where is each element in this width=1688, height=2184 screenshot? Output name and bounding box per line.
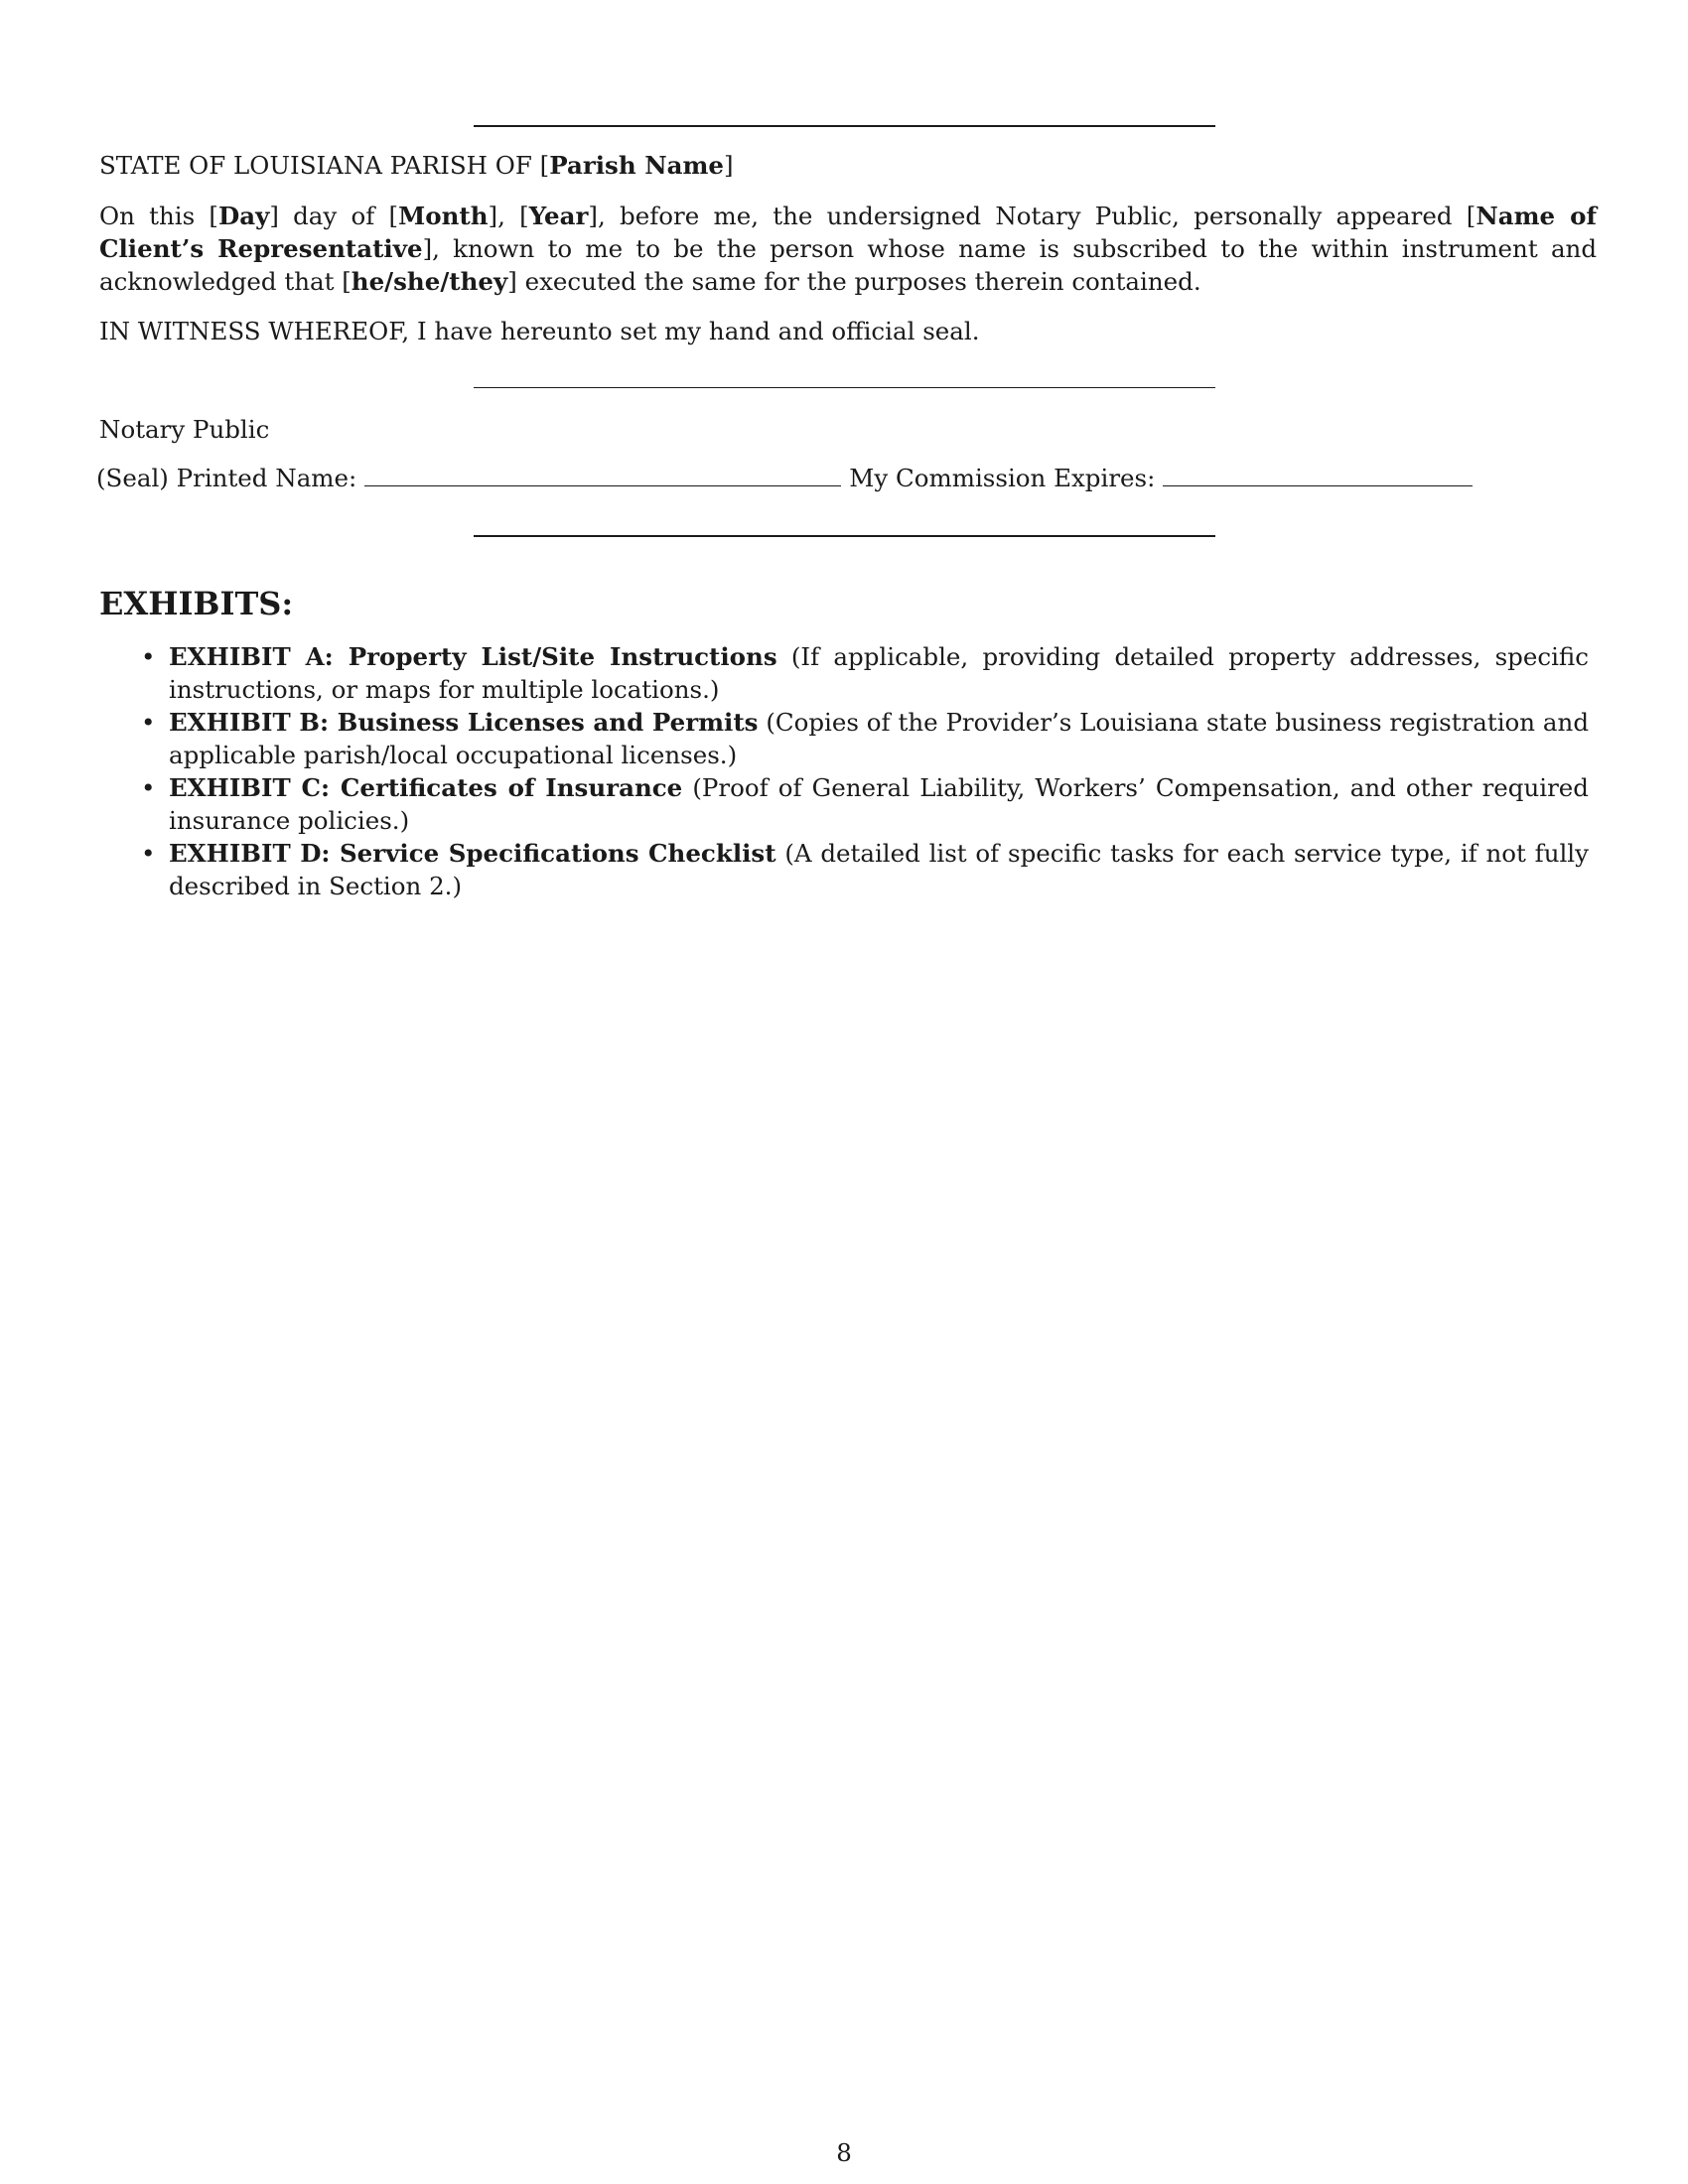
bullet-icon: • xyxy=(141,839,156,868)
notary-signature-line[interactable] xyxy=(474,387,1215,388)
page-number: 8 xyxy=(836,2138,852,2167)
month-placeholder: Month xyxy=(398,202,489,230)
bullet-icon: • xyxy=(141,642,156,671)
exhibit-title: EXHIBIT A: Property List/Site Instructions xyxy=(169,642,777,671)
parish-name-placeholder: Parish Name xyxy=(549,151,724,180)
acknowledgment-paragraph: On this [Day] day of [Month], [Year], before me, the undersigned Notary Public, personally appeared [Name of Client’s Representative], known to me to be the person whose name is subscribed to the within instrument and acknowledged that [he/she/they] executed the same for the purposes therein contained. xyxy=(99,202,1598,296)
commission-expires-label: My Commission Expires: xyxy=(849,464,1156,492)
list-item xyxy=(99,706,1589,771)
pronoun-placeholder: he/she/they xyxy=(351,267,508,296)
list-item xyxy=(99,771,1589,837)
exhibit-description: (Proof of General Liability, Workers’ Compensation, and other required insurance policies.) xyxy=(169,773,1589,835)
witness-statement: IN WITNESS WHEREOF, I have hereunto set my hand and official seal. xyxy=(99,317,980,345)
notary-public-label: Notary Public xyxy=(99,415,270,444)
section-divider-top xyxy=(474,125,1215,127)
exhibit-description: (Copies of the Provider’s Louisiana state business registration and applicable parish/local occupational licenses.) xyxy=(169,708,1590,769)
seal-commission-line xyxy=(96,462,1586,494)
list-item xyxy=(99,837,1589,902)
bullet-icon: • xyxy=(141,773,156,802)
exhibits-heading: EXHIBITS: xyxy=(99,585,294,622)
list-item xyxy=(99,640,1589,706)
exhibit-description: (A detailed list of specific tasks for each service type, if not fully described in Section 2.) xyxy=(169,839,1589,900)
exhibits-list xyxy=(99,640,1589,902)
state-parish-line xyxy=(99,149,1589,182)
exhibit-title: EXHIBIT D: Service Specifications Checklist xyxy=(169,839,776,868)
printed-name-field[interactable] xyxy=(364,464,841,486)
exhibit-description: (If applicable, providing detailed property addresses, specific instructions, or maps for multiple locations.) xyxy=(169,642,1589,704)
bullet-icon: • xyxy=(141,708,156,737)
printed-name-label: (Seal) Printed Name: xyxy=(96,464,357,492)
day-placeholder: Day xyxy=(217,202,270,230)
exhibit-title: EXHIBIT C: Certificates of Insurance xyxy=(169,773,683,802)
year-placeholder: Year xyxy=(528,202,589,230)
exhibit-title: EXHIBIT B: Business Licenses and Permits xyxy=(169,708,759,737)
state-line-prefix: STATE OF LOUISIANA PARISH OF [ xyxy=(99,151,550,180)
client-representative-placeholder: Name of Client’s Representative xyxy=(99,202,1597,263)
section-divider-bottom xyxy=(474,535,1215,537)
commission-expires-field[interactable] xyxy=(1163,464,1473,486)
state-line-suffix: ] xyxy=(723,151,734,180)
